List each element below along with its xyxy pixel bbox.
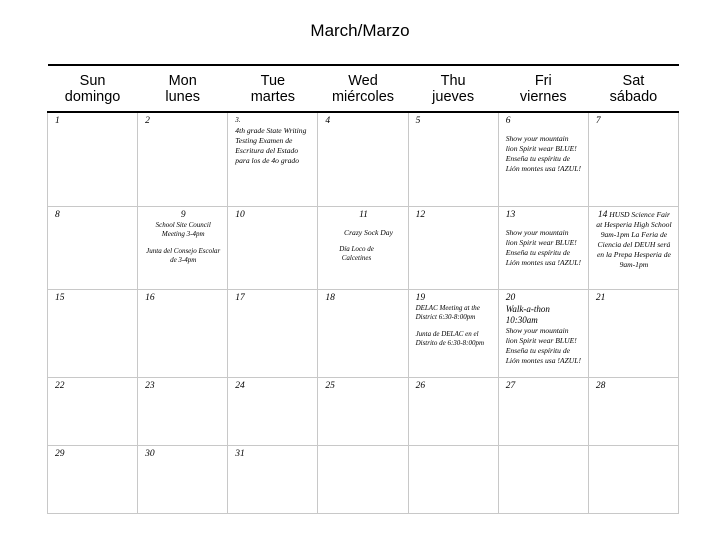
event-delac: DELAC Meeting at the District 6:30-8:00pm (415, 303, 480, 321)
header-sunday: Sun domingo (48, 65, 138, 112)
event-state-testing: 4th grade State Writing Testing Examen de Escritura del Estado para los de 4o grado (235, 125, 307, 165)
event-spirit-wear: Show your mountain lion Spirit wear BLUE! Enseña tu espíritu de Lión montes usa !AZUL! (505, 227, 582, 267)
day-cell-25: 25 (318, 377, 408, 445)
event-delac-es: Junta de DELAC en el Distrito de 6:30-8:00pm (415, 329, 485, 347)
event-spirit-wear: Show your mountain lion Spirit wear BLUE! Enseña tu espíritu de Lión montes usa !AZUL! (505, 325, 582, 365)
event-site-council: School Site Council Meeting 3-4pm (155, 220, 211, 238)
day-cell-1: 1 (48, 112, 138, 206)
day-cell-29: 29 (48, 445, 138, 513)
event-site-council-es: Junta del Consejo Escolar de 3-4pm (146, 246, 221, 264)
week-row-5 (48, 445, 679, 513)
day-cell-28: 28 (588, 377, 678, 445)
event-spirit-wear: Show your mountain lion Spirit wear BLUE! Enseña tu espíritu de Lión montes usa !AZUL! (505, 134, 582, 173)
week-row-4 (48, 377, 679, 445)
calendar-grid (47, 64, 679, 514)
day-cell-3 (228, 112, 318, 206)
empty-cell (588, 445, 678, 513)
day-cell-7: 7 (588, 112, 678, 206)
day-cell-18: 18 (318, 289, 408, 377)
page-title: March/Marzo (310, 21, 410, 40)
event-crazy-sock: Crazy Sock Day (344, 227, 393, 237)
day-cell-12: 12 (408, 206, 498, 289)
event-crazy-sock-es: Día Loco de Calcetines (339, 244, 374, 262)
day-cell-10: 10 (228, 206, 318, 289)
day-cell-20: 20 Walk-a-thon 10:30am Show your mountain lion Spirit wear BLUE! Enseña tu espíritu de Lión montes usa !AZUL! (498, 289, 588, 377)
day-cell-24: 24 (228, 377, 318, 445)
day-cell-19: 19 DELAC Meeting at the District 6:30-8:00pm Junta de DELAC en el Distrito de 6:30-8:00pm (408, 289, 498, 377)
day-cell-2: 2 (138, 112, 228, 206)
header-wednesday: Wed miércoles (318, 65, 408, 112)
day-cell-16: 16 (138, 289, 228, 377)
header-monday: Mon lunes (138, 65, 228, 112)
week-row-3 (48, 289, 679, 377)
header-friday: Fri viernes (498, 65, 588, 112)
week-row-2 (48, 206, 679, 289)
day-cell-23: 23 (138, 377, 228, 445)
empty-cell (408, 445, 498, 513)
header-saturday: Sat sábado (588, 65, 678, 112)
day-cell-22: 22 (48, 377, 138, 445)
day-cell-6: 6 Show your mountain lion Spirit wear BLUE! Enseña tu espíritu de Lión montes usa !AZUL! (498, 112, 588, 206)
week-row-1 (48, 112, 679, 206)
header-tuesday: Tue martes (228, 65, 318, 112)
day-cell-14: 14 HUSD Science Fair at Hesperia High School 9am-1pm La Feria de Ciencia del DEUH será en la Prepa Hesperia de 9am-1pm (588, 206, 678, 289)
day-cell-11: 11 Crazy Sock Day Día Loco de Calcetines (318, 206, 408, 289)
day-cell-8: 8 (48, 206, 138, 289)
day-cell-17: 17 (228, 289, 318, 377)
day-cell-27: 27 (498, 377, 588, 445)
day-cell-21: 21 (588, 289, 678, 377)
day-number: 3. (235, 116, 241, 124)
event-science-fair: HUSD Science Fair at Hesperia High School 9am-1pm La Feria de Ciencia del DEUH será en la Prepa Hesperia de 9am-1pm (596, 209, 672, 269)
header-thursday: Thu jueves (408, 65, 498, 112)
day-cell-4: 4 (318, 112, 408, 206)
day-cell-15: 15 (48, 289, 138, 377)
day-cell-26: 26 (408, 377, 498, 445)
weekday-header-row (48, 65, 679, 112)
empty-cell (318, 445, 408, 513)
event-walk-a-thon: Walk-a-thon 10:30am (505, 303, 550, 325)
day-cell-30: 30 (138, 445, 228, 513)
day-cell-5: 5 (408, 112, 498, 206)
day-cell-9: 9 School Site Council Meeting 3-4pm Junta del Consejo Escolar de 3-4pm (138, 206, 228, 289)
day-cell-31: 31 (228, 445, 318, 513)
day-cell-13: 13 Show your mountain lion Spirit wear BLUE! Enseña tu espíritu de Lión montes usa !AZUL! (498, 206, 588, 289)
empty-cell (498, 445, 588, 513)
